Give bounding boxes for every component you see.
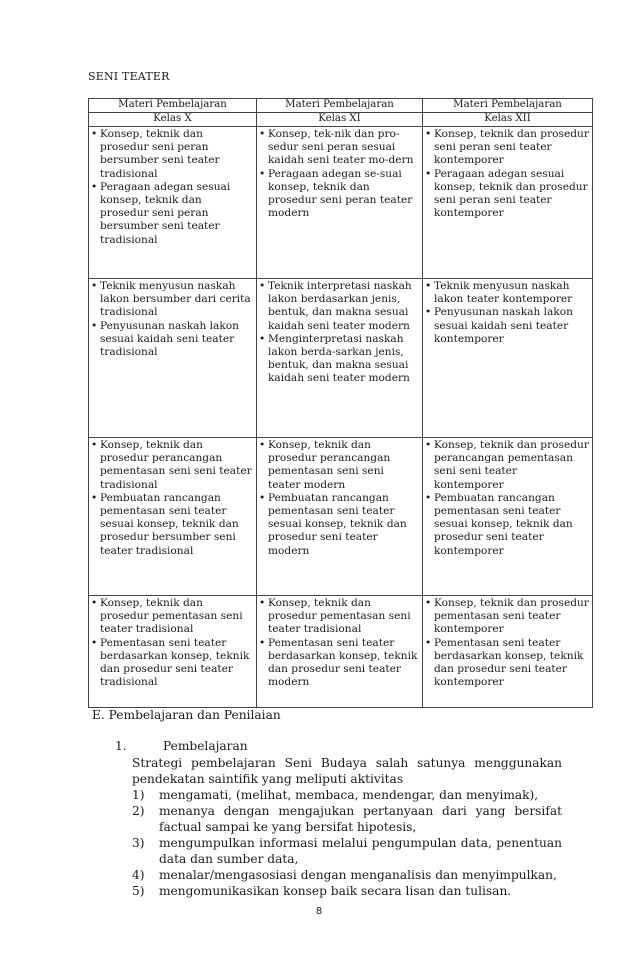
list-item-text: menalar/mengasosiasi dengan menganalisis dan menyimpulkan, (159, 868, 557, 882)
header-kelas-xii: Kelas XII (423, 113, 593, 127)
table-cell (423, 279, 593, 438)
list-item: • Konsep, teknik dan prosedur perancangan pementasan seni seni teater modern (259, 439, 419, 492)
list-item: • Pembuatan rancangan pementasan seni teater sesuai konsep, teknik dan prosedur seni teater kontemporer (425, 492, 589, 558)
intro-paragraph (132, 755, 562, 787)
list-item: • Teknik interpretasi naskah lakon berdasarkan jenis, bentuk, dan makna sesuai kaidah seni teater modern (259, 280, 419, 333)
list-item-number: 1) (132, 788, 145, 802)
table-cell (257, 438, 423, 596)
list-item (132, 867, 562, 883)
table-header-row-2 (89, 113, 593, 127)
list-item: • Konsep, teknik dan prosedur pementasan seni teater tradisional (91, 597, 253, 637)
list-item: • Peragaan adegan sesuai konsep, teknik dan prosedur seni peran seni teater kontemporer (425, 168, 589, 221)
list-item: • Peragaan adegan sesuai konsep, teknik dan prosedur seni peran bersumber seni teater tradisional (91, 181, 253, 247)
list-item: • Konsep, teknik dan prosedur perancangan pementasan seni seni teater kontemporer (425, 439, 589, 492)
list-item: • Penyusunan naskah lakon sesuai kaidah seni teater kontemporer (425, 306, 589, 346)
list-item (132, 787, 562, 803)
header-kelas-x: Kelas X (89, 113, 257, 127)
table-cell (89, 127, 257, 279)
table-cell (89, 279, 257, 438)
activity-list (132, 787, 562, 899)
list-item: • Konsep, teknik dan prosedur pementasan seni teater kontemporer (425, 597, 589, 637)
table-cell (89, 438, 257, 596)
list-item-text: mengomunikasikan konsep baik secara lisan dan tulisan. (159, 884, 512, 898)
table-row (89, 438, 593, 596)
list-item-number: 5) (132, 884, 145, 898)
list-item: • Penyusunan naskah lakon sesuai kaidah seni teater tradisional (91, 320, 253, 360)
list-item: • Teknik menyusun naskah lakon bersumber dari cerita tradisional (91, 280, 253, 320)
list-item: • Menginterpretasi naskah lakon berda-sarkan jenis, bentuk, dan makna sesuai kaidah seni teater modern (259, 333, 419, 386)
list-item: • Konsep, tek-nik dan pro-sedur seni peran sesuai kaidah seni teater mo-dern (259, 128, 419, 168)
list-item: • Pementasan seni teater berdasarkan konsep, teknik dan prosedur seni teater tradisional (91, 637, 253, 690)
table-cell (257, 127, 423, 279)
list-item: • Konsep, teknik dan prosedur perancangan pementasan seni seni teater tradisional (91, 439, 253, 492)
header-materi-xii: Materi Pembelajaran (423, 99, 593, 113)
list-item: • Pementasan seni teater berdasarkan konsep, teknik dan prosedur seni teater kontemporer (425, 637, 589, 690)
table-row (89, 127, 593, 279)
header-kelas-xi: Kelas XI (257, 113, 423, 127)
intro-line-2: pendekatan saintifik yang meliputi aktivitas (132, 772, 404, 786)
list-item-number: 3) (132, 836, 145, 850)
section-e-heading (92, 708, 281, 722)
table-header-row-1 (89, 99, 593, 113)
section-e-label: E. (92, 708, 105, 722)
table-cell (257, 279, 423, 438)
list-item-text: menanya dengan mengajukan pertanyaan dari yang bersifat factual sampai ke yang bersifat hipotesis, (159, 804, 562, 834)
table-row (89, 279, 593, 438)
list-item (132, 835, 562, 867)
subsection-1-heading (115, 739, 248, 753)
table-cell (89, 596, 257, 708)
list-item: • Peragaan adegan se-suai konsep, teknik dan prosedur seni peran teater modern (259, 168, 419, 221)
section-title: SENI TEATER (88, 70, 170, 83)
subsection-1-title: Pembelajaran (163, 739, 248, 753)
list-item-text: mengamati, (melihat, membaca, mendengar, dan menyimak), (159, 788, 539, 802)
list-item: • Pembuatan rancangan pementasan seni teater sesuai konsep, teknik dan prosedur seni teater modern (259, 492, 419, 558)
list-item-number: 4) (132, 868, 145, 882)
list-item: • Konsep, teknik dan prosedur seni peran bersumber seni teater tradisional (91, 128, 253, 181)
list-item: • Pementasan seni teater berdasarkan konsep, teknik dan prosedur seni teater modern (259, 637, 419, 690)
materi-table (88, 98, 593, 708)
list-item: • Pembuatan rancangan pementasan seni teater sesuai konsep, teknik dan prosedur bersumber seni teater tradisional (91, 492, 253, 558)
table-cell (423, 596, 593, 708)
page-number: 8 (315, 906, 323, 917)
list-item-text: mengumpulkan informasi melalui pengumpulan data, penentuan data dan sumber data, (159, 836, 562, 866)
list-item-number: 2) (132, 804, 145, 818)
table-row (89, 596, 593, 708)
list-item (132, 883, 562, 899)
subsection-1-number: 1. (115, 739, 127, 753)
section-e-title: Pembelajaran dan Penilaian (108, 708, 281, 722)
list-item: • Teknik menyusun naskah lakon teater kontemporer (425, 280, 589, 306)
list-item: • Konsep, teknik dan prosedur pementasan seni teater tradisional (259, 597, 419, 637)
table-cell (423, 127, 593, 279)
table-cell (257, 596, 423, 708)
header-materi-xi: Materi Pembelajaran (257, 99, 423, 113)
intro-line-1: Strategi pembelajaran Seni Budaya salah satunya menggunakan (132, 756, 562, 770)
table-cell (423, 438, 593, 596)
list-item (132, 803, 562, 835)
header-materi-x: Materi Pembelajaran (89, 99, 257, 113)
list-item: • Konsep, teknik dan prosedur seni peran seni teater kontemporer (425, 128, 589, 168)
